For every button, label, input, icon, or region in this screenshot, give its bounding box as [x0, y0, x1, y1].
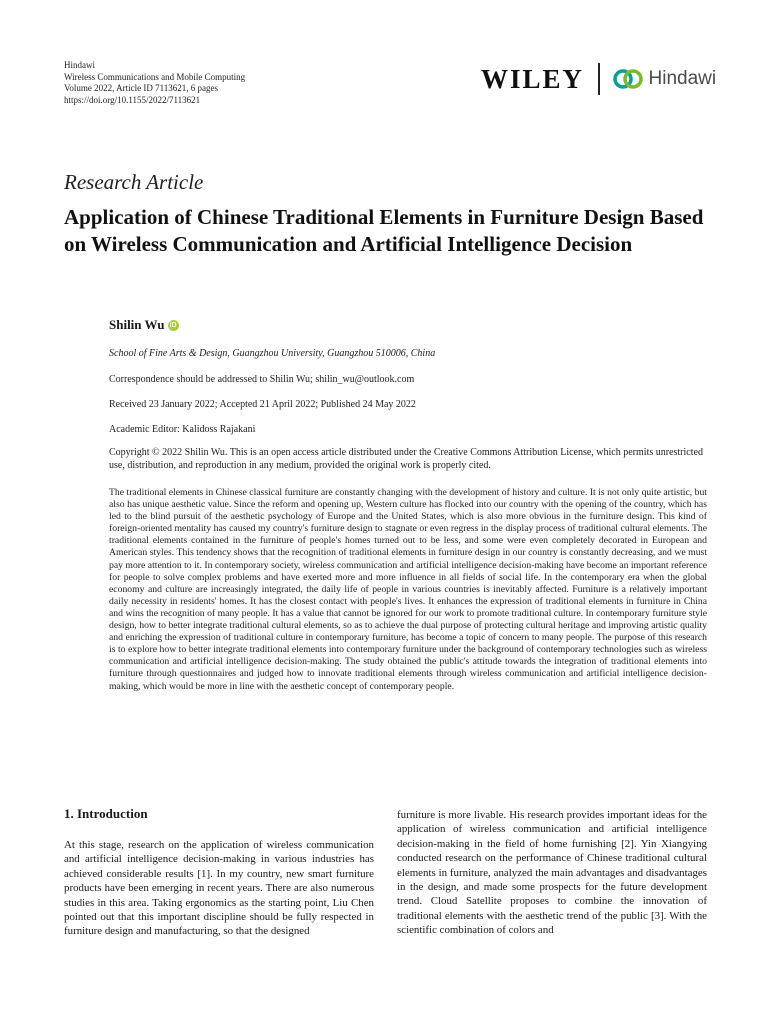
volume-info: Volume 2022, Article ID 7113621, 6 pages: [64, 83, 218, 93]
logo-divider: [598, 63, 600, 95]
hindawi-logo-text: Hindawi: [648, 68, 717, 89]
orcid-icon[interactable]: iD: [169, 321, 177, 329]
article-title: Application of Chinese Traditional Elements in Furniture Design Based on Wireless Communication and Artificial Intelligence Decision: [64, 205, 704, 256]
author-name: Shilin Wu: [109, 317, 165, 332]
affiliation: School of Fine Arts & Design, Guangzhou University, Guangzhou 510006, China: [109, 348, 436, 359]
body-column-left: At this stage, research on the application of wireless communication and artificial intelligence decision-making in various industries has achieved considerable results [1]. In my country, new smart furniture products have been emerging in recent years. There are also numerous studies in this area. Taking ergonomics as the starting point, Liu Chen pointed out that this important discipline should be fully respected in furniture design and manufacturing, so that the designed: [64, 839, 374, 938]
wiley-logo: WILEY: [481, 63, 585, 94]
journal-name: Wireless Communications and Mobile Computing: [64, 71, 246, 82]
publication-dates: Received 23 January 2022; Accepted 21 April 2022; Published 24 May 2022: [109, 399, 416, 410]
body-column-right: furniture is more livable. His research provides important ideas for the application of wireless communication and artificial intelligence decision-making in the field of home furnishing [2]. Yin Xiangying conducted research on the performance of Chinese traditional cultural elements in furniture, analyzed the main advantages and disadvantages in the design, and made some prospects for the future development trend. Cloud Satellite proposes to combine the innovation of traditional elements with the aesthetic trend of the public [3]. With the scientific combination of colors and: [397, 809, 707, 937]
journal-header: [64, 60, 245, 106]
section-heading-introduction: 1. Introduction: [64, 806, 148, 821]
author-line: [109, 317, 179, 333]
correspondence: Correspondence should be addressed to Shilin Wu; shilin_wu@outlook.com: [109, 374, 415, 385]
academic-editor: Academic Editor: Kalidoss Rajakani: [109, 424, 256, 435]
doi-link[interactable]: https://doi.org/10.1155/2022/7113621: [64, 94, 201, 105]
publisher-name: Hindawi: [64, 60, 95, 70]
abstract: The traditional elements in Chinese classical furniture are constantly changing with the development of history and culture. It is not only quite artistic, but also has unique aesthetic value. Since the reform and opening up, Western culture has flocked into our country with the opening of the country, which has led to the blind pursuit of the aesthetic psychology of Europe and the United States, which is also more obvious in the furniture design. This kind of foreign-oriented mentality has caused my country's furniture design to stagnate or even regress in the display process of traditional cultural elements. The traditional elements contained in the furniture of people's homes turned out to be less, and some were even completely decorated in European and American styles. This tendency shows that the recognition of traditional elements in furniture design in our country is constantly decreasing, and we must pay more attention to it. In contemporary society, wireless communication and artificial intelligence decision-making have become an important reference for people to solve complex problems and have exerted more and more influence in all fields of social life. In the contemporary era when the global economy and culture are increasingly integrated, the daily life of people in various countries is inevitably affected. Furniture is a relatively important daily necessity in residents' homes. It has the closest contact with people's lives. It enhances the expression of traditional elements in furniture in China and wins the recognition of many people. It has a value that cannot be ignored for our work to promote traditional culture. In contemporary furniture style design, how to better integrate traditional cultural elements, so as to achieve the dual purpose of protecting cultural heritage and improving artistic quality and enriching the expression of traditional culture in contemporary furniture, has become a topic of concern to many people. The purpose of this research is to explore how to better integrate traditional elements into contemporary furniture under the background of contemporary technologies such as wireless communication and artificial intelligence decision-making. The study obtained the public's attitude towards the integration of traditional elements into furniture through questionnaires and judged how to innovate traditional elements through wireless communication and artificial intelligence decision-making, which would be more in line with the aesthetic concept of contemporary people.: [109, 487, 707, 692]
article-type: Research Article: [64, 170, 204, 194]
hindawi-logo-icon: [612, 68, 644, 90]
publisher-logos: [481, 62, 716, 96]
copyright-notice: Copyright © 2022 Shilin Wu. This is an open access article distributed under the Creative Commons Attribution License, which permits unrestricted use, distribution, and reproduction in any medium, provided the original work is properly cited.: [109, 447, 703, 471]
